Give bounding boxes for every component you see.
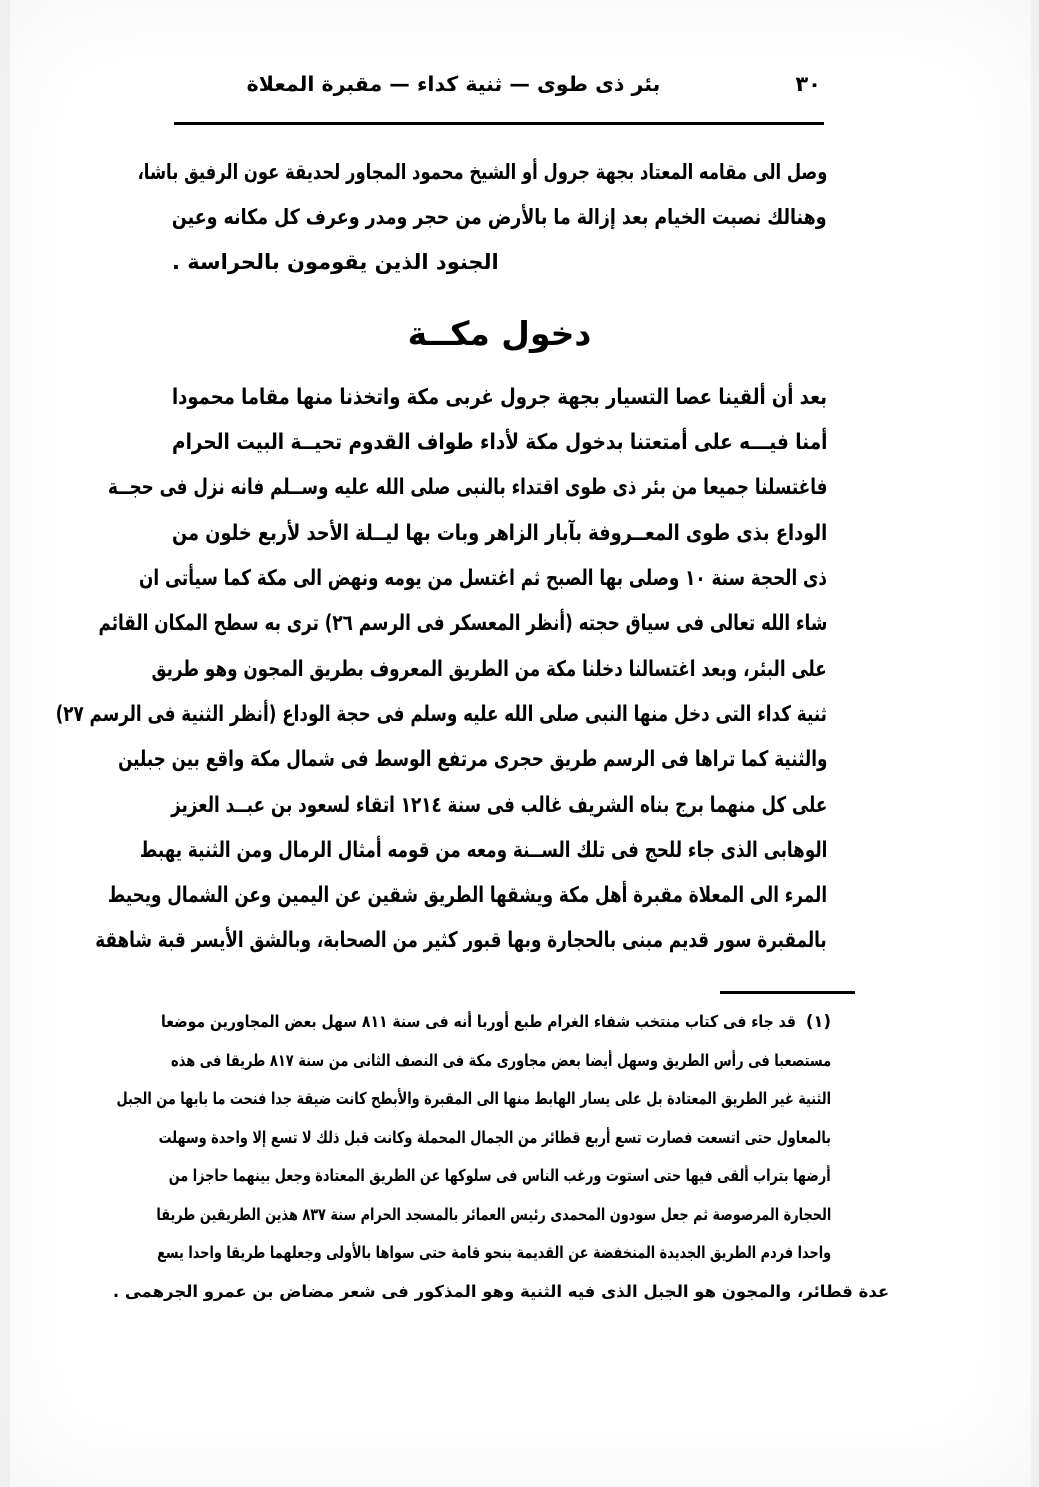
line-text: شاء الله تعالى فى سياق حجته (أنظر المعسكر فى الرسم ٢٦) ترى به سطح المكان القائم bbox=[98, 611, 827, 637]
text-line bbox=[137, 150, 827, 195]
footnote-separator-rule bbox=[720, 991, 855, 994]
line-text: بعد أن ألقينا عصا التسيار بجهة جرول غربى مكة واتخذنا منها مقاما محمودا bbox=[172, 384, 827, 410]
footnote-text: قد جاء فى كتاب منتخب شفاء الغرام طبع أوربا أنه فى سنة ٨١١ سهل بعض المجاورين موضعا bbox=[160, 1012, 796, 1031]
text-line bbox=[107, 873, 827, 918]
page-body bbox=[55, 150, 828, 964]
footnote-text: الحجارة المرصوصة ثم جعل سودون المحمدى رئيس العمائر بالمسجد الحرام سنة ٨٣٧ هذين الطريقين طريقا bbox=[156, 1204, 831, 1224]
line-text: فاغتسلنا جميعا من بئر ذى طوى اقتداء بالنبى صلى الله عليه وســلم فانه نزل فى حجــة bbox=[107, 475, 827, 501]
footnote-block bbox=[112, 1003, 890, 1311]
text-line bbox=[139, 556, 827, 601]
text-line-with-footnote-ref bbox=[151, 647, 827, 692]
text-line bbox=[117, 737, 827, 782]
section-heading: دخول مكــة bbox=[407, 314, 592, 353]
text-line bbox=[98, 601, 827, 646]
line-text: الجنود الذين يقومون بالحراسة . bbox=[172, 250, 499, 274]
line-text: وصل الى مقامه المعتاد بجهة جرول أو الشيخ محمود المجاور لحديقة عون الرفيق باشا، bbox=[137, 160, 827, 184]
page-number: ٣٠ bbox=[795, 72, 821, 96]
footnote-line bbox=[158, 1119, 831, 1158]
footnote-text: بالمعاول حتى اتسعت فصارت تسع أربع قطائر من الجمال المحملة وكانت قبل ذلك لا تسع إلا واحدة وسهلت bbox=[158, 1127, 831, 1147]
line-text: الوداع بذى طوى المعــروفة بآبار الزاهر وبات بها ليــلة الأحد لأربع خلون من bbox=[171, 520, 827, 546]
line-text: ذى الحجة سنة ١٠ وصلى بها الصبح ثم اغتسل من يومه ونهض الى مكة كما سيأتى ان bbox=[139, 566, 827, 592]
line-text: بالمقبرة سور قديم مبنى بالحجارة وبها قبور كثير من الصحابة، وبالشق الأيسر قبة شاهقة bbox=[95, 928, 827, 954]
text-line bbox=[107, 466, 827, 511]
text-line bbox=[172, 240, 827, 285]
footnote-text: مستصعبا فى رأس الطريق وسهل أيضا بعض مجاورى مكة فى النصف الثانى من سنة ٨١٧ طريقا فى هذه bbox=[170, 1050, 832, 1070]
line-text: على البئر، وبعد اغتسالنا دخلنا مكة من الطريق المعروف بطريق المجون وهو طريق bbox=[151, 656, 827, 682]
running-head-row bbox=[172, 72, 827, 96]
footnote-text: الثنية غير الطريق المعتادة بل على يسار الهابط منها الى المقبرة والأبطح كانت ضيقة جدا فنحت ما بابها من الجبل bbox=[116, 1089, 831, 1108]
scan-edge-right bbox=[1031, 0, 1039, 1487]
footnote-line bbox=[112, 1273, 890, 1312]
footnote-line bbox=[171, 1157, 831, 1196]
running-title: بئر ذى طوى — ثنية كداء — مقبرة المعلاة bbox=[246, 72, 661, 96]
footnote-text: عدة قطائر، والمجون هو الجبل الذى فيه الثنية وهو المذكور فى شعر مضاض بن عمرو الجرهمى . bbox=[112, 1281, 890, 1301]
footnote-line-first bbox=[160, 1003, 831, 1042]
footnote-text: أرضها بتراب ألقى فيها حتى استوت ورغب الناس فى سلوكها عن الطريق المعتادة وجعل بينهما حاجزا من bbox=[169, 1166, 831, 1185]
line-text: والثنية كما تراها فى الرسم طريق حجرى مرتفع الوسط فى شمال مكة واقع بين جبلين bbox=[117, 747, 827, 773]
footnote-line bbox=[156, 1234, 831, 1273]
line-text: أمنا فيـــه على أمتعتنا بدخول مكة لأداء طواف القدوم تحيــة البيت الحرام bbox=[171, 430, 827, 456]
footnote-line bbox=[116, 1080, 831, 1119]
text-line bbox=[172, 783, 827, 828]
text-line bbox=[172, 420, 827, 465]
line-text: على كل منهما برج بناه الشريف غالب فى سنة ١٢١٤ اتقاء لسعود بن عبــد العزيز bbox=[170, 792, 827, 818]
footnote-line bbox=[171, 1042, 831, 1081]
footnote-text: واحدا فردم الطريق الجديدة المنخفضة عن القديمة بنحو قامة حتى سواها بالأولى وجعلهما طريقا واحدا يسع bbox=[156, 1243, 831, 1262]
running-head bbox=[172, 72, 827, 126]
text-line bbox=[172, 511, 827, 556]
text-line bbox=[55, 692, 828, 737]
text-line bbox=[172, 195, 827, 240]
text-line bbox=[139, 828, 827, 873]
footnote-line bbox=[156, 1196, 831, 1235]
header-rule bbox=[174, 122, 824, 125]
intro-paragraph bbox=[137, 150, 827, 285]
main-paragraph bbox=[55, 375, 828, 964]
text-line bbox=[172, 375, 827, 420]
line-text: الوهابى الذى جاء للحج فى تلك الســنة ومعه من قومه أمثال الرمال ومن الثنية يهبط bbox=[139, 837, 827, 863]
line-text: المرء الى المعلاة مقبرة أهل مكة ويشقها الطريق شقين عن اليمين وعن الشمال ويحيط bbox=[107, 883, 827, 909]
text-line bbox=[95, 919, 827, 964]
footnote-marker: (١) bbox=[805, 1012, 831, 1031]
line-text: ثنية كداء التى دخل منها النبى صلى الله عليه وسلم فى حجة الوداع (أنظر الثنية فى الرسم ٢٧) bbox=[55, 701, 828, 727]
scan-edge-left bbox=[0, 0, 10, 1487]
line-text: وهنالك نصبت الخيام بعد إزالة ما بالأرض من حجر ومدر وعرف كل مكانه وعين bbox=[172, 205, 827, 229]
